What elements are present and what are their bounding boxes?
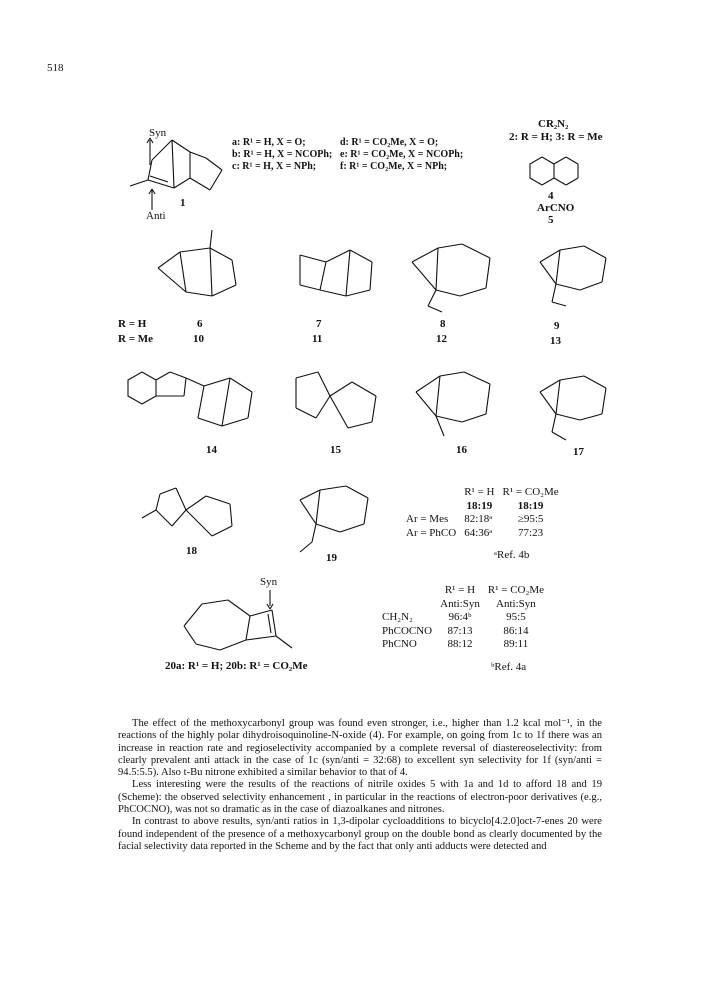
def-e: e: R¹ = CO₂Me, X = NCOPh; (340, 149, 464, 160)
compound-5-number: 5 (548, 214, 554, 226)
compound-6-number: 6 (197, 318, 203, 330)
def-b: b: R¹ = H, X = NCOPh; (232, 149, 333, 160)
structure-19 (300, 486, 368, 552)
compound-8-number: 8 (440, 318, 446, 330)
table-row (378, 638, 548, 652)
t2-footnote: ᵇRef. 4a (491, 661, 527, 673)
selectivity-table-nitrile-oxides (402, 486, 563, 540)
compound-17-number: 17 (573, 446, 584, 458)
structure-1 (130, 138, 222, 210)
structure-7 (300, 250, 372, 296)
t2-col2-header: R¹ = CO₂Me (487, 584, 544, 596)
compound-16-number: 16 (456, 444, 467, 456)
compound-20-label: 20a: R¹ = H; 20b: R¹ = CO₂Me (165, 660, 308, 672)
r-h-label: R = H (118, 318, 147, 330)
structure-17 (540, 376, 606, 440)
t1-row1-v2: ≥95:5 (517, 513, 544, 525)
compound-9-number: 9 (554, 320, 560, 332)
table-row (402, 527, 563, 541)
t1-col1-subheader: 18:19 (466, 499, 493, 512)
def-d: d: R¹ = CO₂Me, X = O; (340, 137, 439, 148)
paragraph-2: Less interesting were the results of the reactions of nitrile oxides 5 with 1a and 1d to afford 18 and 19 (Scheme): the observed selectivity enhancement , in particular in the reactions of electron-poor derivatives (e.g., PhCOCNO), was not so dramatic as in the case of diazoalkanes and nitrones. (118, 779, 602, 816)
def-a: a: R¹ = H, X = O; (232, 137, 306, 148)
selectivity-table-bicyclooctenes (378, 584, 548, 652)
compound-19-number: 19 (326, 552, 337, 564)
page-number: 518 (47, 62, 64, 74)
compound-13-number: 13 (550, 335, 561, 347)
t2-row1-v2: 95:5 (506, 611, 526, 623)
compound-1-number: 1 (180, 197, 186, 209)
t2-row2-v2: 86:14 (503, 624, 529, 637)
t1-row2-ar: Ar = PhCO (406, 526, 457, 539)
structure-9 (540, 246, 606, 306)
t1-subheader-empty (402, 500, 460, 514)
diazo-formula: CR₂N₂ (538, 118, 569, 130)
t2-row1-v1: 96:4ᵇ (448, 611, 472, 623)
compound-4-number: 4 (548, 190, 554, 202)
t1-row2-v2: 77:23 (518, 526, 544, 539)
compound-15-number: 15 (330, 444, 341, 456)
t1-row1-v1: 82:18ᵃ (464, 513, 493, 525)
t1-col2-header: R¹ = CO₂Me (502, 486, 559, 498)
t2-header-empty (378, 584, 436, 598)
t2-row3-v1: 88:12 (447, 638, 473, 650)
structure-16 (416, 372, 490, 436)
t1-header-empty (402, 486, 460, 500)
body-text (118, 718, 602, 853)
syn-label-20: Syn (260, 576, 278, 588)
compound-10-number: 10 (193, 333, 204, 345)
structure-4 (530, 157, 578, 185)
compound-12-number: 12 (436, 333, 447, 345)
table-row (378, 625, 548, 639)
anti-label: Anti (146, 210, 166, 222)
r-me-label: R = Me (118, 333, 153, 345)
compound-7-number: 7 (316, 318, 322, 330)
t2-row1-reagent: CH₂N₂ (382, 611, 413, 623)
def-c: c: R¹ = H, X = NPh; (232, 161, 317, 172)
t2-row2-reagent: PhCOCNO (382, 624, 433, 637)
t2-row3-v2: 89:11 (503, 638, 529, 650)
def-f: f: R¹ = CO₂Me, X = NPh; (340, 161, 448, 172)
syn-label: Syn (149, 127, 167, 139)
compound-18-number: 18 (186, 545, 197, 557)
t1-col2-subheader: 18:19 (517, 499, 544, 512)
t2-row3-reagent: PhCNO (382, 638, 417, 650)
t2-col1-subheader: Anti:Syn (440, 597, 480, 610)
structure-8 (412, 244, 490, 312)
table-row (402, 513, 563, 527)
structure-6 (158, 230, 236, 296)
table-row (378, 611, 548, 625)
compound-11-number: 11 (312, 333, 323, 345)
compound-14-number: 14 (206, 444, 217, 456)
structure-18 (142, 488, 232, 536)
t1-col1-header: R¹ = H (464, 486, 495, 498)
t1-row1-ar: Ar = Mes (406, 513, 449, 525)
t2-subheader-empty (378, 598, 436, 612)
paragraph-3: In contrast to above results, syn/anti ratios in 1,3-dipolar cycloadditions to bicyclo[4.2.0]oct-7-enes 20 were found independent of the presence of a methoxycarbonyl group on the double bond as clearly documented by the facial selectivity data reported in the Scheme and by the fact that only anti adducts were detected and (118, 816, 602, 852)
diazo-definition: 2: R = H; 3: R = Me (509, 131, 603, 143)
structure-14 (128, 372, 252, 426)
t1-row2-v1: 64:36ᵃ (464, 526, 493, 539)
t1-footnote: ᵃRef. 4b (494, 549, 530, 561)
t2-col2-subheader: Anti:Syn (496, 597, 536, 610)
structure-20 (184, 590, 292, 650)
t2-row2-v1: 87:13 (447, 624, 473, 637)
nitrile-oxide-formula: ArCNO (537, 202, 575, 214)
t2-col1-header: R¹ = H (444, 584, 476, 596)
paragraph-1: The effect of the methoxycarbonyl group was found even stronger, i.e., higher than 1.2 kcal mol⁻¹, in the reactions of the highly polar dihydroisoquinoline-N-oxide (4). For example, on going from 1c to 1f there was an increase in reaction rate and regioselectivity accompanied by a complete reversal of diastereoselectivity: from clearly prevalent anti attack in the case of 1c (syn/anti = 32:68) to excellent syn selectivity for 1f (syn/anti = 94.5:5.5). Also t-Bu nitrone exhibited a similar behavior to that of 4. (118, 718, 602, 779)
structure-15 (296, 372, 376, 428)
